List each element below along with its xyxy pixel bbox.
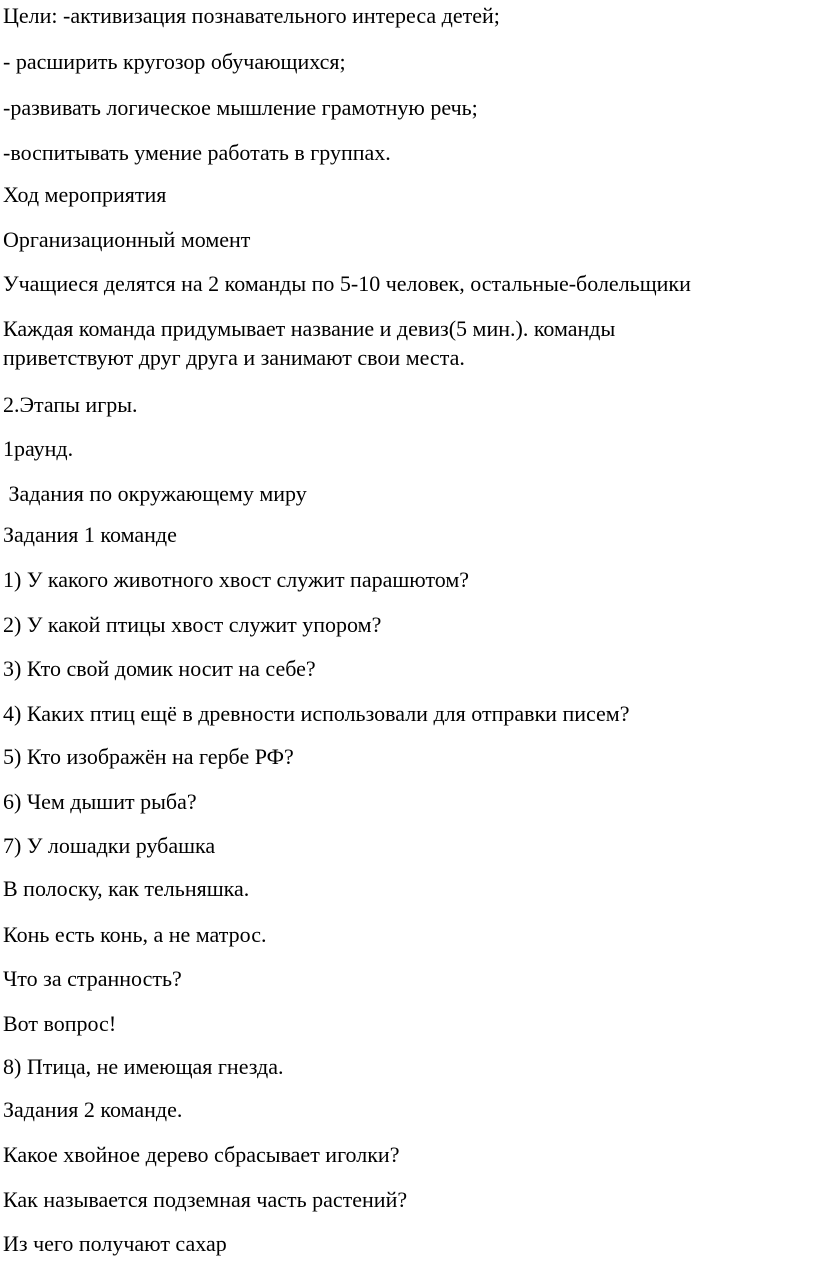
question-5: 5) Кто изображён на гербе РФ? — [3, 744, 294, 769]
question-7-riddle-line-2: В полоску, как тельняшка. — [3, 876, 250, 901]
question-7-riddle-line-1: 7) У лошадки рубашка — [3, 833, 216, 858]
question-4: 4) Каких птиц ещё в древности использовали для отправки писем? — [3, 701, 630, 726]
team-two-question-3: Из чего получают сахар — [3, 1231, 227, 1256]
team-two-question-2: Как называется подземная часть растений? — [3, 1187, 408, 1212]
world-tasks-heading: Задания по окружающему миру — [3, 481, 307, 506]
team-name-motto-line: Каждая команда придумывает название и девиз(5 мин.). команды — [3, 316, 616, 341]
question-8: 8) Птица, не имеющая гнезда. — [3, 1054, 284, 1079]
question-7-riddle-line-5: Вот вопрос! — [3, 1011, 117, 1036]
team-one-tasks-heading: Задания 1 команде — [3, 522, 177, 547]
question-7-riddle-line-3: Конь есть конь, а не матрос. — [3, 922, 267, 947]
team-two-tasks-heading: Задания 2 команде. — [3, 1097, 183, 1122]
goal-broaden-line: - расширить кругозор обучающихся; — [3, 49, 346, 74]
organizational-moment-heading: Организационный момент — [3, 227, 251, 252]
goals-line: Цели: -активизация познавательного интереса детей; — [3, 3, 500, 28]
team-two-question-1: Какое хвойное дерево сбрасывает иголки? — [3, 1142, 400, 1167]
game-stages-heading: 2.Этапы игры. — [3, 392, 138, 417]
question-6: 6) Чем дышит рыба? — [3, 789, 197, 814]
team-greeting-line: приветствуют друг друга и занимают свои места. — [3, 345, 465, 370]
question-2: 2) У какой птицы хвост служит упором? — [3, 612, 382, 637]
question-7-riddle-line-4: Что за странность? — [3, 966, 182, 991]
teams-split-line: Учащиеся делятся на 2 команды по 5-10 человек, остальные-болельщики — [3, 271, 691, 296]
round-one-heading: 1раунд. — [3, 436, 74, 461]
goal-teamwork-line: -воспитывать умение работать в группах. — [3, 140, 391, 165]
goal-logic-line: -развивать логическое мышление грамотную речь; — [3, 95, 478, 120]
question-3: 3) Кто свой домик носит на себе? — [3, 656, 316, 681]
event-course-heading: Ход мероприятия — [3, 182, 167, 207]
question-1: 1) У какого животного хвост служит парашютом? — [3, 567, 470, 592]
